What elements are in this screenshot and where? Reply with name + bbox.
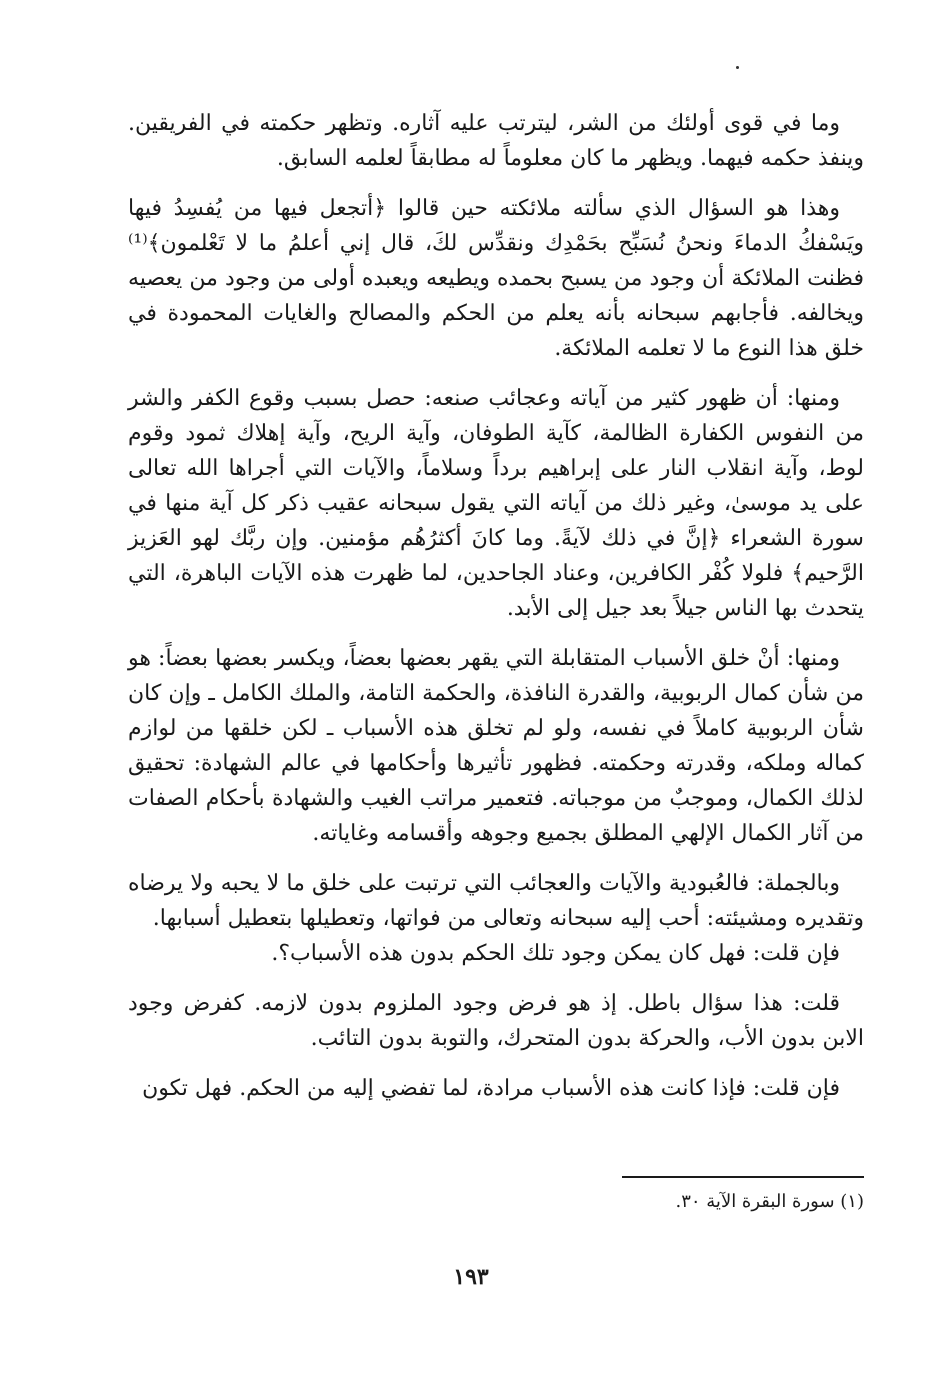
print-speck <box>736 66 739 69</box>
paragraph-5: وبالجملة: فالعُبودية والآيات والعجائب التي ترتبت على خلق ما لا يحبه ولا يرضاه وتقديره ومشيئته: أحب إليه سبحانه وتعالى من فواتها، وتعطيلها بتعطيل أسبابها. <box>128 871 864 931</box>
footnote: (١) سورة البقرة الآية ٣٠. <box>675 1191 864 1212</box>
paragraph-2: وهذا هو السؤال الذي سألته ملائكته حين قالوا ﴿أتجعل فيها من يُفسِدُ فيها ويَسْفكُ الدماءَ ونحنُ نُسَبِّح بحَمْدِك ونقدِّس لكَ، قال إني أعلمُ ما لا تَعْلمون﴾⁽¹⁾ فظنت الملائكة أن وجود من يسبح بحمده ويطيعه ويعبده أولى من وجود من يعصيه ويخالفه. فأجابهم سبحانه بأنه يعلم من الحكم والمصالح والغايات المحمودة في خلق هذا النوع ما لا تعلمه الملائكة. <box>128 196 864 361</box>
paragraph-1: وما في قوى أولئك من الشر، ليترتب عليه آثاره. وتظهر حكمته في الفريقين. وينفذ حكمه فيهما. ويظهر ما كان معلوماً له مطابقاً لعلمه السابق. <box>128 111 864 171</box>
paragraph-8: فإن قلت: فإذا كانت هذه الأسباب مرادة، لما تفضي إليه من الحكم. فهل تكون <box>142 1076 840 1101</box>
footnote-separator <box>622 1176 864 1178</box>
paragraph-3: ومنها: أن ظهور كثير من آياته وعجائب صنعه: حصل بسبب وقوع الكفر والشر من النفوس الكفارة الظالمة، كآية الطوفان، وآية الريح، وآية إهلاك ثمود وقوم لوط، وآية انقلاب النار على إبراهيم برداً وسلاماً، والآيات التي أجراها الله تعالى على يد موسىٰ، وغير ذلك من آياته التي يقول سبحانه عقيب ذكر كل آية منها في سورة الشعراء ﴿إنَّ في ذلك لآيةً. وما كانَ أكثرُهُم مؤمنين. وإن ربَّك لهو العَزيز الرَّحيم﴾ فلولا كُفْر الكافرين، وعناد الجاحدين، لما ظهرت هذه الآيات الباهرة، التي يتحدث بها الناس جيلاً بعد جيل إلى الأبد. <box>128 386 864 621</box>
main-text <box>128 106 864 1106</box>
paragraph-6: فإن قلت: فهل كان يمكن وجود تلك الحكم بدون هذه الأسباب؟. <box>271 941 840 966</box>
paragraph-4: ومنها: أنْ خلق الأسباب المتقابلة التي يقهر بعضها بعضاً، ويكسر بعضها بعضاً: هو من شأن كمال الربوبية، والقدرة النافذة، والحكمة التامة، والملك الكامل ـ وإن كان شأن الربوبية كاملاً في نفسه، ولو لم تخلق هذه الأسباب ـ لكن خلقها من لوازم كماله وملكه، وقدرته وحكمته. فظهور تأثيرها وأحكامها في عالم الشهادة: تحقيق لذلك الكمال، وموجبٌ من موجباته. فتعمير مراتب الغيب والشهادة بأحكام الصفات من آثار الكمال الإلهي المطلق بجميع وجوهه وأقسامه وغاياته. <box>128 646 864 846</box>
page-number: ١٩٣ <box>453 1264 489 1290</box>
paragraph-7: قلت: هذا سؤال باطل. إذ هو فرض وجود الملزوم بدون لازمه. كفرض وجود الابن بدون الأب، والحركة بدون المتحرك، والتوبة بدون التائب. <box>128 991 864 1051</box>
